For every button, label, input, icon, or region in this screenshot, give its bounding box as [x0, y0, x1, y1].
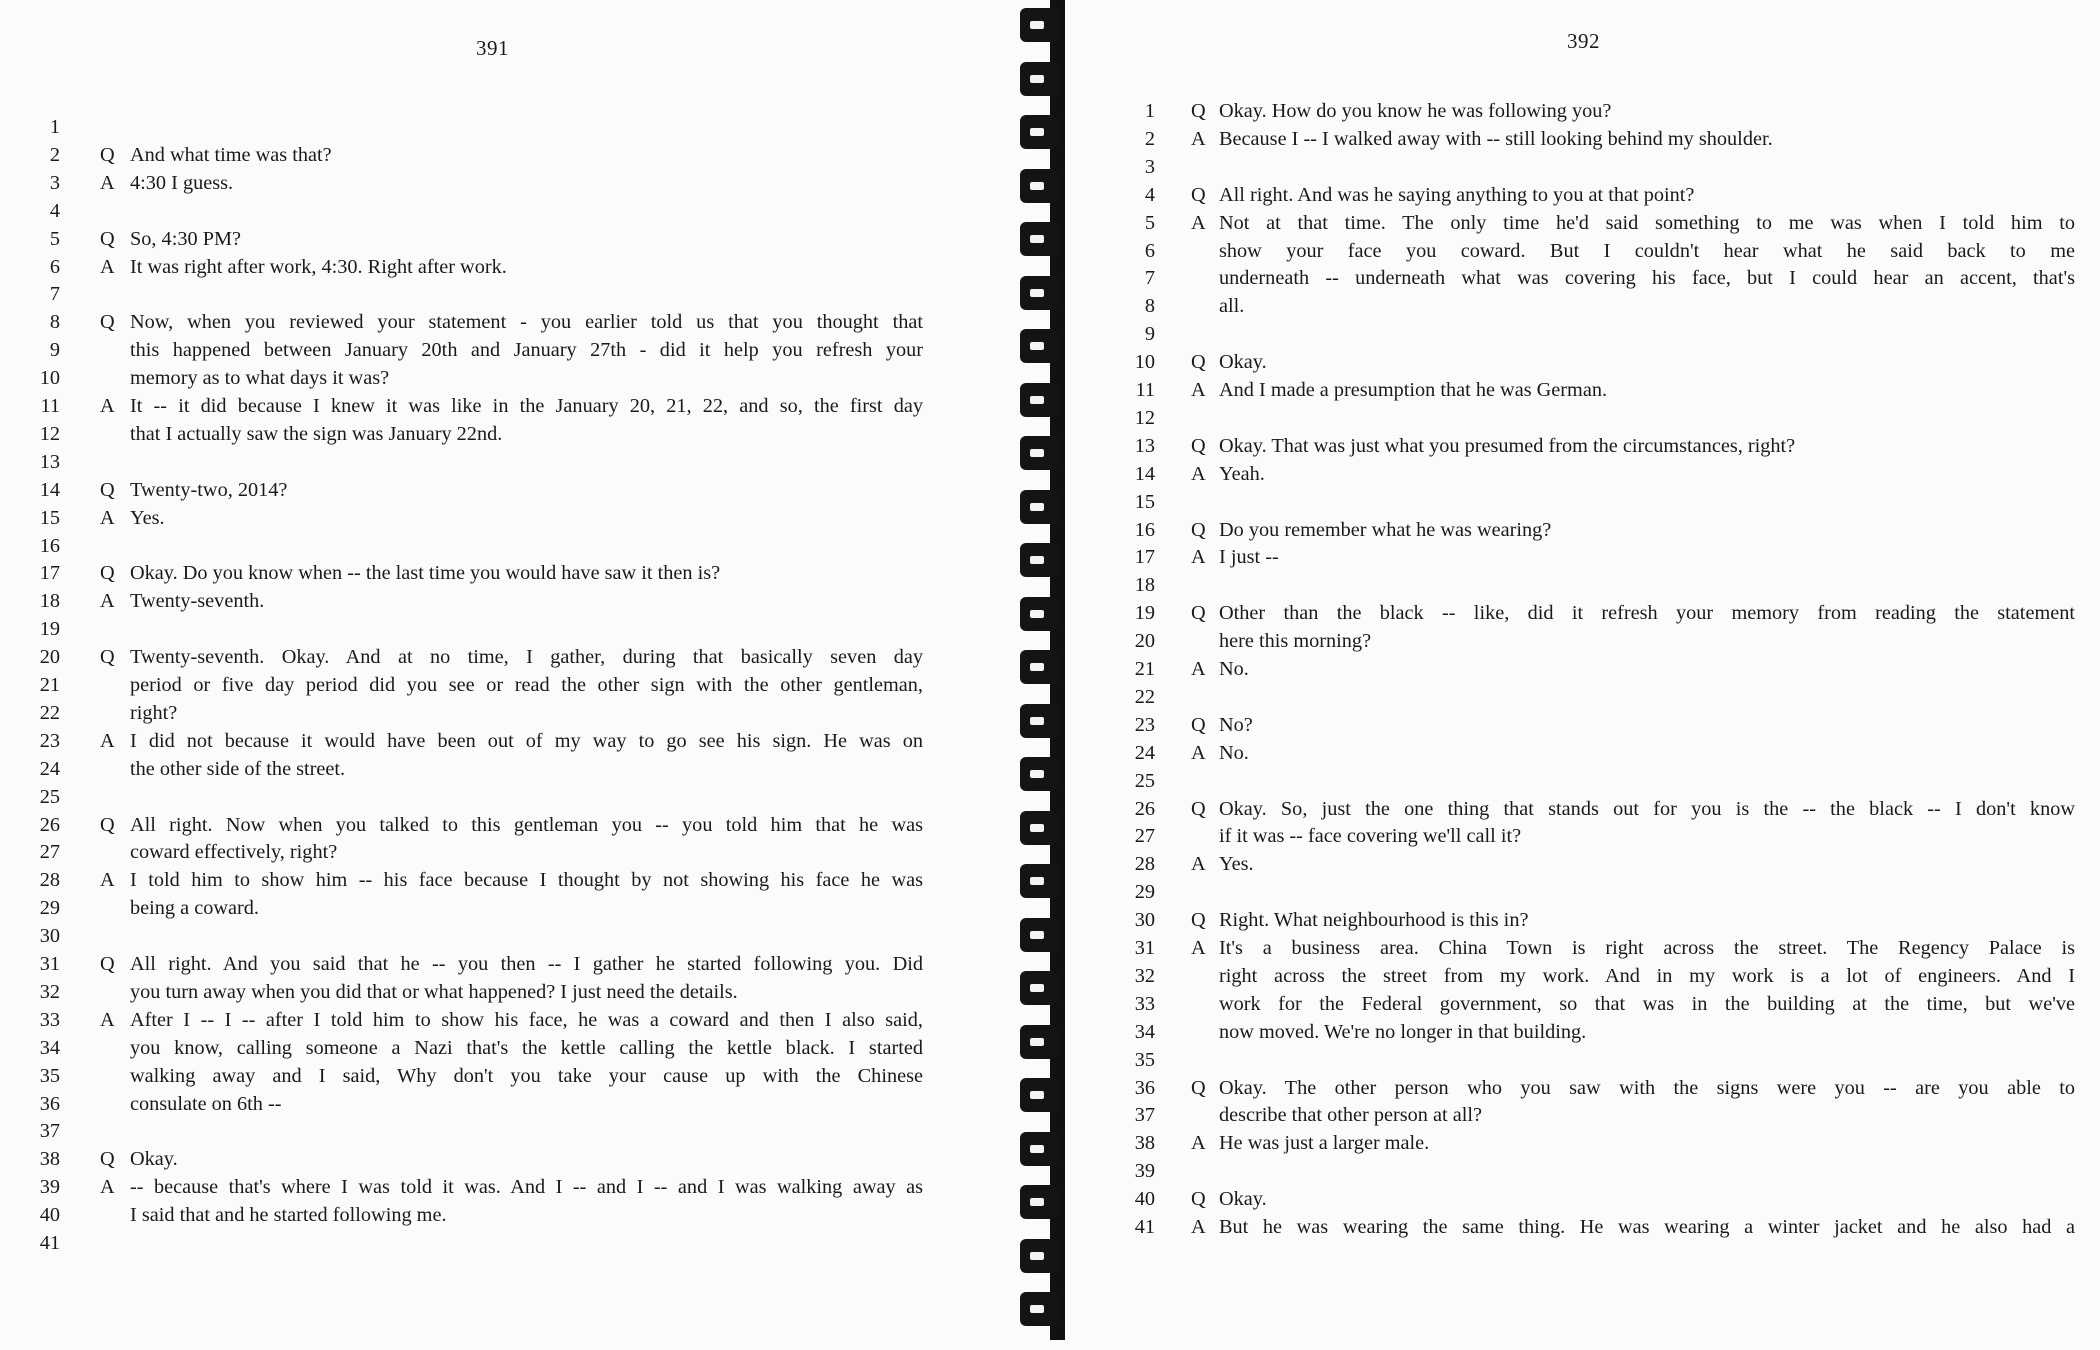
line-number: 36	[39, 1092, 60, 1115]
transcript-line	[0, 1117, 1005, 1145]
speaker-marker: A	[1191, 546, 1206, 569]
speaker-marker: A	[1191, 853, 1206, 876]
line-number: 9	[49, 339, 60, 362]
transcript-line	[0, 615, 1005, 643]
transcript-line	[0, 587, 1005, 615]
transcript-line	[0, 197, 1005, 225]
line-number: 13	[39, 450, 60, 473]
line-number: 5	[49, 227, 60, 250]
line-number: 16	[39, 534, 60, 557]
transcript-line	[1065, 488, 2100, 516]
line-text: Yeah.	[1219, 462, 1265, 485]
transcript-line	[1065, 795, 2100, 823]
line-number: 35	[1134, 1048, 1155, 1071]
binding-coil	[1020, 597, 1060, 631]
line-number: 26	[1134, 797, 1155, 820]
transcript-line	[0, 811, 1005, 839]
transcript-line	[1065, 1018, 2100, 1046]
transcript-line	[1065, 543, 2100, 571]
line-number: 27	[1134, 825, 1155, 848]
speaker-marker: A	[1191, 379, 1206, 401]
line-number: 4	[1144, 183, 1155, 206]
left-transcript-page	[0, 0, 1005, 1350]
line-number: 38	[1134, 1132, 1155, 1155]
transcript-line	[0, 894, 1005, 922]
speaker-marker: A	[1191, 1216, 1206, 1238]
line-text: here this morning?	[1219, 630, 1372, 653]
line-text: underneath -- underneath what was covering his face, but I could hear an accent, that's	[1219, 267, 2075, 290]
binding-coil	[1020, 8, 1060, 42]
transcript-line	[0, 699, 1005, 727]
spiral-binding	[1005, 0, 1065, 1350]
transcript-line	[1065, 320, 2100, 348]
transcript-line	[0, 755, 1005, 783]
transcript-line	[0, 504, 1005, 532]
line-number: 10	[39, 367, 60, 390]
transcript-line	[1065, 1185, 2100, 1213]
line-number: 1	[49, 116, 60, 138]
speaker-marker: Q	[1191, 1188, 1206, 1211]
transcript-line	[0, 1229, 1005, 1257]
line-number: 28	[39, 869, 60, 892]
line-text: all.	[1219, 295, 1245, 318]
transcript-line	[1065, 934, 2100, 962]
line-number: 14	[39, 478, 60, 501]
line-text: Okay. That was just what you presumed from the circumstances, right?	[1219, 434, 1796, 457]
speaker-marker: Q	[1191, 797, 1206, 820]
speaker-marker: A	[100, 171, 115, 194]
line-text: So, 4:30 PM?	[130, 227, 242, 250]
line-text: All right. And was he saying anything to you at that point?	[1219, 183, 1695, 206]
line-number: 31	[1134, 937, 1155, 959]
transcript-line	[1065, 1213, 2100, 1241]
transcript-line	[1065, 739, 2100, 767]
transcript-line	[0, 783, 1005, 811]
line-number: 30	[1134, 909, 1155, 932]
line-number: 20	[39, 646, 60, 669]
transcript-line	[1065, 990, 2100, 1018]
transcript-line	[0, 1173, 1005, 1201]
transcript-line	[1065, 1074, 2100, 1102]
speaker-marker: Q	[100, 1148, 115, 1171]
transcript-line	[0, 532, 1005, 560]
transcript-line	[1065, 962, 2100, 990]
line-number: 10	[1134, 351, 1155, 374]
line-number: 23	[39, 729, 60, 752]
line-number: 24	[1134, 741, 1155, 764]
binding-coil	[1020, 490, 1060, 524]
transcript-line	[0, 727, 1005, 755]
line-text: He was just a larger male.	[1219, 1132, 1430, 1155]
line-number: 16	[1134, 518, 1155, 541]
line-number: 1	[1144, 100, 1155, 122]
transcript-line	[1065, 237, 2100, 265]
speaker-marker: Q	[100, 143, 115, 166]
binding-coil	[1020, 62, 1060, 96]
line-number: 3	[49, 171, 60, 194]
line-text: Okay. How do you know he was following you?	[1219, 100, 1612, 122]
line-number: 36	[1134, 1076, 1155, 1099]
transcript-line	[1065, 181, 2100, 209]
speaker-marker: A	[100, 590, 115, 613]
transcript-lines	[0, 0, 1005, 1350]
transcript-line	[1065, 683, 2100, 711]
binding-coil	[1020, 222, 1060, 256]
transcript-line	[0, 169, 1005, 197]
speaker-marker: A	[100, 506, 115, 529]
line-number: 11	[40, 395, 60, 417]
binding-coil	[1020, 169, 1060, 203]
transcript-line	[0, 671, 1005, 699]
speaker-marker: A	[100, 255, 115, 278]
speaker-marker: Q	[1191, 434, 1206, 457]
line-text: show your face you coward. But I couldn't hear what he said back to me	[1219, 239, 2075, 262]
line-number: 26	[39, 813, 60, 836]
transcript-line	[0, 866, 1005, 894]
line-number: 15	[1134, 490, 1155, 513]
line-text: It's a business area. China Town is right across the street. The Regency Palace is	[1219, 937, 2075, 959]
transcript-line	[1065, 822, 2100, 850]
binding-coil	[1020, 1185, 1060, 1219]
line-number: 18	[39, 590, 60, 613]
speaker-marker: A	[100, 869, 115, 892]
line-number: 7	[49, 283, 60, 306]
transcript-line	[0, 1006, 1005, 1034]
line-text: Okay. The other person who you saw with the signs were you -- are you able to	[1219, 1076, 2075, 1099]
line-text: Right. What neighbourhood is this in?	[1219, 909, 1529, 932]
binding-coil	[1020, 115, 1060, 149]
speaker-marker: Q	[1191, 602, 1206, 625]
line-text: Okay. So, just the one thing that stands out for you is the -- the black -- I don't know	[1219, 797, 2075, 820]
line-text: Because I -- I walked away with -- still looking behind my shoulder.	[1219, 127, 1773, 150]
line-number: 4	[49, 199, 60, 222]
speaker-marker: Q	[100, 953, 115, 975]
speaker-marker: A	[100, 729, 115, 752]
line-text: It was right after work, 4:30. Right after work.	[130, 255, 507, 278]
line-number: 33	[1134, 992, 1155, 1015]
line-number: 22	[1134, 685, 1155, 708]
line-text: walking away and I said, Why don't you take your cause up with the Chinese	[130, 1064, 923, 1087]
line-text: All right. Now when you talked to this gentleman you -- you told him that he was	[130, 813, 923, 836]
line-text: Do you remember what he was wearing?	[1219, 518, 1552, 541]
transcript-line	[0, 922, 1005, 950]
line-number: 21	[39, 674, 60, 696]
line-text: describe that other person at all?	[1219, 1104, 1482, 1127]
binding-coil	[1020, 918, 1060, 952]
transcript-line	[1065, 878, 2100, 906]
transcript-line	[0, 392, 1005, 420]
line-number: 20	[1134, 630, 1155, 653]
transcript-line	[1065, 571, 2100, 599]
binding-coil	[1020, 543, 1060, 577]
line-text: No.	[1219, 658, 1249, 680]
speaker-marker: Q	[1191, 1076, 1206, 1099]
line-text: Okay.	[130, 1148, 178, 1171]
transcript-line	[1065, 767, 2100, 795]
speaker-marker: Q	[1191, 713, 1206, 736]
transcript-line	[0, 336, 1005, 364]
speaker-marker: Q	[100, 646, 115, 669]
line-text: Now, when you reviewed your statement - you earlier told us that you thought that	[130, 311, 923, 334]
transcript-line	[1065, 516, 2100, 544]
transcript-line	[0, 1090, 1005, 1118]
line-text: if it was -- face covering we'll call it?	[1219, 825, 1522, 848]
transcript-line	[1065, 655, 2100, 683]
line-number: 13	[1134, 434, 1155, 457]
line-text: Other than the black -- like, did it refresh your memory from reading the statement	[1219, 602, 2075, 625]
binding-coil	[1020, 704, 1060, 738]
line-number: 17	[39, 562, 60, 585]
line-number: 41	[1134, 1216, 1155, 1238]
line-number: 7	[1144, 267, 1155, 290]
line-number: 6	[49, 255, 60, 278]
transcript-line	[1065, 711, 2100, 739]
line-number: 9	[1144, 323, 1155, 346]
transcript-line	[1065, 1129, 2100, 1157]
transcript-line	[0, 1034, 1005, 1062]
line-text: Yes.	[130, 506, 165, 529]
binding-coil	[1020, 650, 1060, 684]
line-text: consulate on 6th --	[130, 1092, 282, 1115]
transcript-line	[1065, 599, 2100, 627]
transcript-line	[1065, 460, 2100, 488]
speaker-marker: A	[1191, 741, 1206, 764]
line-number: 15	[39, 506, 60, 529]
line-number: 29	[1134, 881, 1155, 904]
transcript-line	[1065, 153, 2100, 181]
transcript-line	[0, 364, 1005, 392]
line-text: I told him to show him -- his face because I thought by not showing his face he was	[130, 869, 923, 892]
transcript-lines	[1065, 0, 2100, 1350]
line-number: 12	[39, 422, 60, 445]
speaker-marker: A	[1191, 462, 1206, 485]
line-number: 17	[1134, 546, 1155, 569]
speaker-marker: Q	[100, 562, 115, 585]
line-text: After I -- I -- after I told him to show his face, he was a coward and then I also said,	[130, 1008, 923, 1031]
line-number: 24	[39, 757, 60, 780]
line-text: I just --	[1219, 546, 1279, 569]
transcript-line	[0, 1062, 1005, 1090]
line-text: Not at that time. The only time he'd said something to me was when I told him to	[1219, 211, 2075, 234]
line-number: 38	[39, 1148, 60, 1171]
line-number: 21	[1134, 658, 1155, 680]
line-number: 2	[49, 143, 60, 166]
line-number: 28	[1134, 853, 1155, 876]
line-text: memory as to what days it was?	[130, 367, 390, 390]
binding-coil	[1020, 276, 1060, 310]
binding-coil	[1020, 1239, 1060, 1273]
transcript-line	[0, 308, 1005, 336]
speaker-marker: A	[100, 1176, 115, 1199]
line-number: 19	[39, 618, 60, 641]
speaker-marker: Q	[100, 311, 115, 334]
transcript-line	[1065, 1101, 2100, 1129]
line-number: 40	[1134, 1188, 1155, 1211]
line-text: Okay.	[1219, 351, 1267, 374]
transcript-line	[0, 1145, 1005, 1173]
line-number: 3	[1144, 155, 1155, 178]
line-number: 39	[1134, 1160, 1155, 1183]
line-text: Okay.	[1219, 1188, 1267, 1211]
line-text: right across the street from my work. And in my work is a lot of engineers. And I	[1219, 964, 2075, 987]
transcript-line	[0, 280, 1005, 308]
transcript-line	[0, 476, 1005, 504]
binding-coil	[1020, 811, 1060, 845]
binding-coil	[1020, 329, 1060, 363]
line-text: No.	[1219, 741, 1249, 764]
line-number: 35	[39, 1064, 60, 1087]
line-text: being a coward.	[130, 897, 259, 920]
line-text: Okay. Do you know when -- the last time you would have saw it then is?	[130, 562, 721, 585]
line-number: 23	[1134, 713, 1155, 736]
line-text: coward effectively, right?	[130, 841, 338, 864]
line-text: -- because that's where I was told it was. And I -- and I -- and I was walking away as	[130, 1176, 923, 1199]
line-number: 25	[1134, 769, 1155, 792]
binding-coil	[1020, 436, 1060, 470]
line-number: 25	[39, 785, 60, 808]
line-number: 34	[39, 1036, 60, 1059]
line-text: Twenty-seventh. Okay. And at no time, I gather, during that basically seven day	[130, 646, 923, 669]
speaker-marker: A	[100, 1008, 115, 1031]
transcript-line	[1065, 97, 2100, 125]
line-text: right?	[130, 701, 178, 724]
line-text: And what time was that?	[130, 143, 332, 166]
line-text: Yes.	[1219, 853, 1254, 876]
line-text: I did not because it would have been out of my way to go see his sign. He was on	[130, 729, 923, 752]
line-number: 29	[39, 897, 60, 920]
line-number: 37	[39, 1120, 60, 1143]
binding-coil	[1020, 971, 1060, 1005]
transcript-line	[1065, 376, 2100, 404]
line-number: 30	[39, 925, 60, 948]
speaker-marker: Q	[1191, 351, 1206, 374]
transcript-line	[0, 838, 1005, 866]
line-number: 8	[1144, 295, 1155, 318]
right-transcript-page	[1065, 0, 2100, 1350]
line-number: 6	[1144, 239, 1155, 262]
line-text: Twenty-seventh.	[130, 590, 265, 613]
line-text: I said that and he started following me.	[130, 1204, 447, 1227]
line-text: But he was wearing the same thing. He was wearing a winter jacket and he also had a	[1219, 1216, 2075, 1238]
binding-coil	[1020, 864, 1060, 898]
transcript-line	[0, 978, 1005, 1006]
speaker-marker: Q	[1191, 183, 1206, 206]
line-number: 39	[39, 1176, 60, 1199]
transcript-line	[1065, 264, 2100, 292]
line-text: you know, calling someone a Nazi that's the kettle calling the kettle black. I started	[130, 1036, 923, 1059]
speaker-marker: A	[1191, 211, 1206, 234]
page-number: 392	[1567, 29, 1600, 53]
line-text: 4:30 I guess.	[130, 171, 234, 194]
speaker-marker: Q	[1191, 518, 1206, 541]
line-number: 19	[1134, 602, 1155, 625]
line-text: And I made a presumption that he was German.	[1219, 379, 1608, 401]
transcript-line	[0, 420, 1005, 448]
binding-coil	[1020, 757, 1060, 791]
transcript-line	[0, 448, 1005, 476]
line-number: 41	[39, 1232, 60, 1254]
transcript-line	[0, 253, 1005, 281]
line-number: 40	[39, 1204, 60, 1227]
line-text: period or five day period did you see or read the other sign with the other gentleman,	[130, 674, 923, 696]
line-number: 34	[1134, 1020, 1155, 1043]
line-number: 2	[1144, 127, 1155, 150]
line-number: 31	[39, 953, 60, 975]
speaker-marker: Q	[100, 478, 115, 501]
line-number: 33	[39, 1008, 60, 1031]
line-number: 32	[1134, 964, 1155, 987]
transcript-line	[1065, 906, 2100, 934]
line-number: 14	[1134, 462, 1155, 485]
line-text: the other side of the street.	[130, 757, 346, 780]
speaker-marker: Q	[1191, 909, 1206, 932]
transcript-line	[1065, 209, 2100, 237]
line-text: It -- it did because I knew it was like in the January 20, 21, 22, and so, the first day	[130, 395, 923, 417]
page-number: 391	[476, 36, 509, 60]
transcript-line	[0, 225, 1005, 253]
speaker-marker: A	[1191, 937, 1206, 959]
line-text: work for the Federal government, so that was in the building at the time, but we've	[1219, 992, 2075, 1015]
line-number: 12	[1134, 406, 1155, 429]
line-number: 37	[1134, 1104, 1155, 1127]
transcript-line	[1065, 125, 2100, 153]
line-text: Twenty-two, 2014?	[130, 478, 288, 501]
line-number: 32	[39, 980, 60, 1003]
line-text: now moved. We're no longer in that building.	[1219, 1020, 1587, 1043]
speaker-marker: A	[1191, 658, 1206, 680]
transcript-line	[0, 1201, 1005, 1229]
speaker-marker: Q	[100, 227, 115, 250]
transcript-line	[1065, 348, 2100, 376]
transcript-line	[1065, 1046, 2100, 1074]
line-text: you turn away when you did that or what happened? I just need the details.	[130, 980, 738, 1003]
line-number: 18	[1134, 574, 1155, 597]
binding-coil	[1020, 383, 1060, 417]
binding-coil	[1020, 1078, 1060, 1112]
binding-coil	[1020, 1132, 1060, 1166]
speaker-marker: A	[100, 395, 115, 417]
line-text: this happened between January 20th and January 27th - did it help you refresh your	[130, 339, 923, 362]
transcript-line	[0, 643, 1005, 671]
line-text: No?	[1219, 713, 1253, 736]
speaker-marker: Q	[100, 813, 115, 836]
transcript-line	[1065, 404, 2100, 432]
line-text: that I actually saw the sign was January 22nd.	[130, 422, 503, 445]
transcript-line	[1065, 1157, 2100, 1185]
transcript-line	[0, 141, 1005, 169]
transcript-line	[1065, 850, 2100, 878]
binding-coil	[1020, 1292, 1060, 1326]
transcript-line	[0, 113, 1005, 141]
line-number: 5	[1144, 211, 1155, 234]
line-text: All right. And you said that he -- you then -- I gather he started following you. Did	[130, 953, 923, 975]
speaker-marker: A	[1191, 1132, 1206, 1155]
line-number: 22	[39, 701, 60, 724]
line-number: 27	[39, 841, 60, 864]
transcript-line	[0, 559, 1005, 587]
speaker-marker: A	[1191, 127, 1206, 150]
transcript-line	[0, 950, 1005, 978]
transcript-line	[1065, 292, 2100, 320]
line-number: 11	[1135, 379, 1155, 401]
transcript-line	[1065, 627, 2100, 655]
binding-coil	[1020, 1025, 1060, 1059]
line-number: 8	[49, 311, 60, 334]
transcript-line	[1065, 432, 2100, 460]
speaker-marker: Q	[1191, 100, 1206, 122]
